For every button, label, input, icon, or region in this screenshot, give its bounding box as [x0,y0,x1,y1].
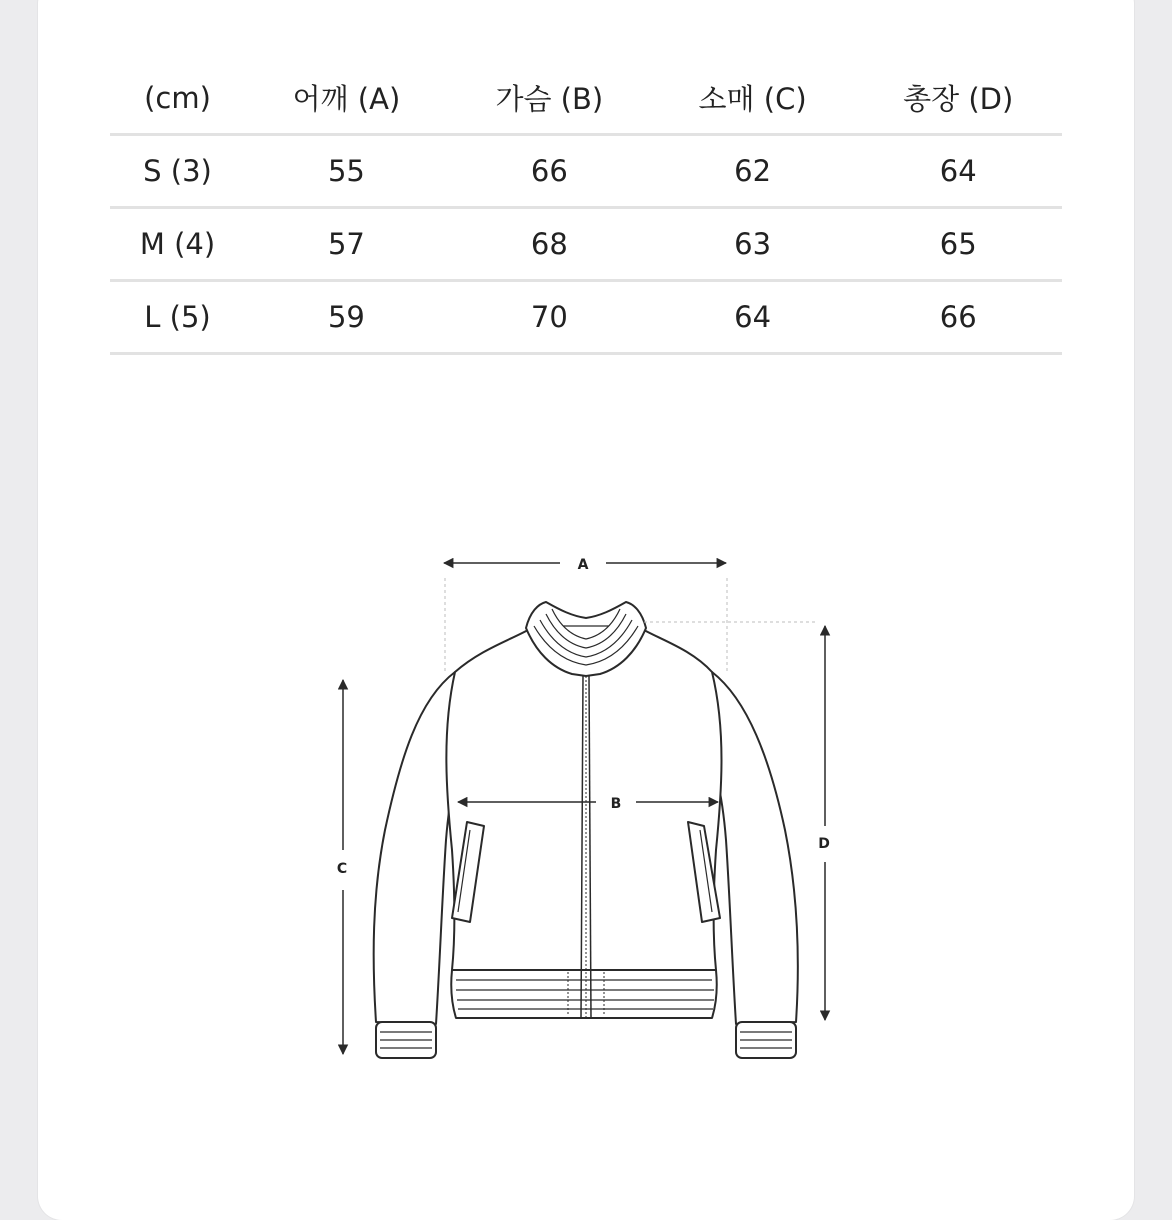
header-chest: 가슴 (B) [448,62,651,135]
header-unit: (cm) [110,62,245,135]
size-chart-table [110,62,1062,355]
value-cell: 63 [651,208,855,281]
header-shoulder: 어깨 (A) [245,62,448,135]
label-b: B [610,796,622,812]
table-header-row [110,62,1062,135]
value-cell: 66 [448,135,651,208]
value-cell: 55 [245,135,448,208]
label-c: C [336,861,348,877]
size-cell: S (3) [110,135,245,208]
jacket-body [446,630,721,970]
table-row [110,208,1062,281]
value-cell: 62 [651,135,855,208]
value-cell: 64 [651,281,855,354]
hem-band [451,970,717,1018]
header-sleeve: 소매 (C) [651,62,855,135]
size-cell: M (4) [110,208,245,281]
value-cell: 59 [245,281,448,354]
jacket-measurement-diagram [320,540,860,1080]
table-row [110,281,1062,354]
value-cell: 68 [448,208,651,281]
table-row [110,135,1062,208]
label-d: D [818,836,830,852]
value-cell: 65 [854,208,1062,281]
value-cell: 70 [448,281,651,354]
size-cell: L (5) [110,281,245,354]
label-a: A [577,557,589,573]
value-cell: 64 [854,135,1062,208]
value-cell: 57 [245,208,448,281]
header-length: 총장 (D) [854,62,1062,135]
value-cell: 66 [854,281,1062,354]
